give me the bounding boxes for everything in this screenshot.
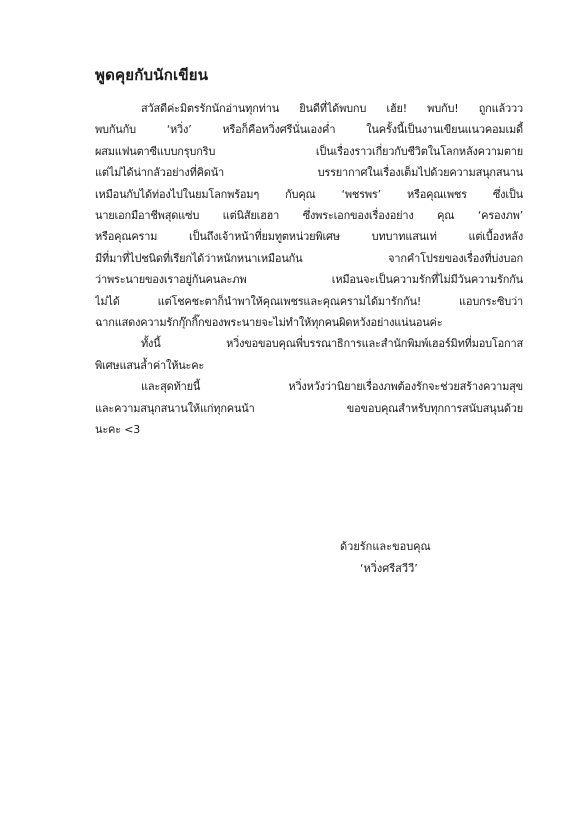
text-line: ฉากแสดงความรักกุ๊กกิ๊กของพระนายจะไม่ทำให้ทุกคนผิดหวังอย่างแน่นอนค่ะ — [95, 316, 443, 330]
text-line: ไม่ได้ แต่โชคชะตาก็นำพาให้คุณเพชรและคุณครามได้มารักกัน! แอบกระซิบว่า — [95, 294, 523, 308]
text-line: ทั้งนี้ หวิ่งขอขอบคุณพี่บรรณาธิการและสำนักพิมพ์เฮอร์มิทที่มอบโอกาส — [141, 337, 523, 351]
document-body — [95, 98, 523, 441]
text-line: แต่ไม่ได้น่ากลัวอย่างที่คิดน้า บรรยากาศในเรื่องเต็มไปด้วยความสนุกสนาน — [95, 166, 523, 180]
text-line: ผสมแฟนตาซีแบบกรุบกริบ เป็นเรื่องราวเกี่ยวกับชีวิตในโลกหลังความตาย — [95, 144, 523, 158]
text-line: เหมือนกับได้ท่องไปในยมโลกพร้อมๆ กับคุณ ‘พชรพร’ หรือคุณเพชร ซึ่งเป็น — [95, 187, 523, 201]
paragraph-closing — [95, 376, 523, 440]
text-line: มีที่มาที่ไปชนิดที่เรียกได้ว่าหนักหนาเหมือนกัน จากคำโปรยของเรื่องที่บ่งบอก — [95, 251, 523, 265]
signature-name: ‘หวิ่งศรีสวีวี’ — [360, 562, 418, 575]
text-line: และสุดท้ายนี้ หวิ่งหวังว่านิยายเรื่องภพต้องรักจะช่วยสร้างความสุข — [141, 380, 523, 394]
text-line: ว่าพระนายของเราอยู่กันคนละภพ เหมือนจะเป็นความรักที่ไม่มีวันความรักกัน — [95, 273, 523, 287]
text-line: นะคะ <3 — [95, 423, 141, 437]
text-line: พิเศษแสนล้ำค่าให้นะคะ — [95, 358, 205, 372]
document-title: พูดคุยกับนักเขียน — [95, 66, 209, 84]
paragraph-intro — [95, 98, 523, 333]
text-line: พบกันกับ ‘หวิ่ง’ หรือก็คือหวิ่งศรีนั่นเองค่ำ ในครั้งนี้เป็นงานเขียนแนวคอมเมดี้ — [95, 123, 523, 137]
text-line: และความสนุกสนานให้แก่ทุกคนน้า ขอขอบคุณสำหรับทุกการสนับสนุนด้วย — [95, 401, 523, 415]
text-line: สวัสดีค่ะมิตรรักนักอ่านทุกท่าน ยินดีที่ได้พบกบ เฮ้ย! พบกับ! ถูกแล้ววว — [141, 102, 523, 115]
signature-block — [340, 536, 490, 580]
text-line: นายเอกมือาชีพสุดแซ่บ แต่นิสัยเฮฮา ซึ่งพระเอกของเรื่องอย่าง คุณ ‘ครองภพ’ — [95, 209, 523, 223]
text-line: หรือคุณคราม เป็นถึงเจ้าหน้าที่ยมทูตหน่วยพิเศษ บทบาทแสนเท่ แต่เบื้องหลัง — [95, 230, 523, 244]
signature-closing: ด้วยรักและขอบคุณ — [340, 540, 431, 553]
paragraph-thanks — [95, 333, 523, 376]
